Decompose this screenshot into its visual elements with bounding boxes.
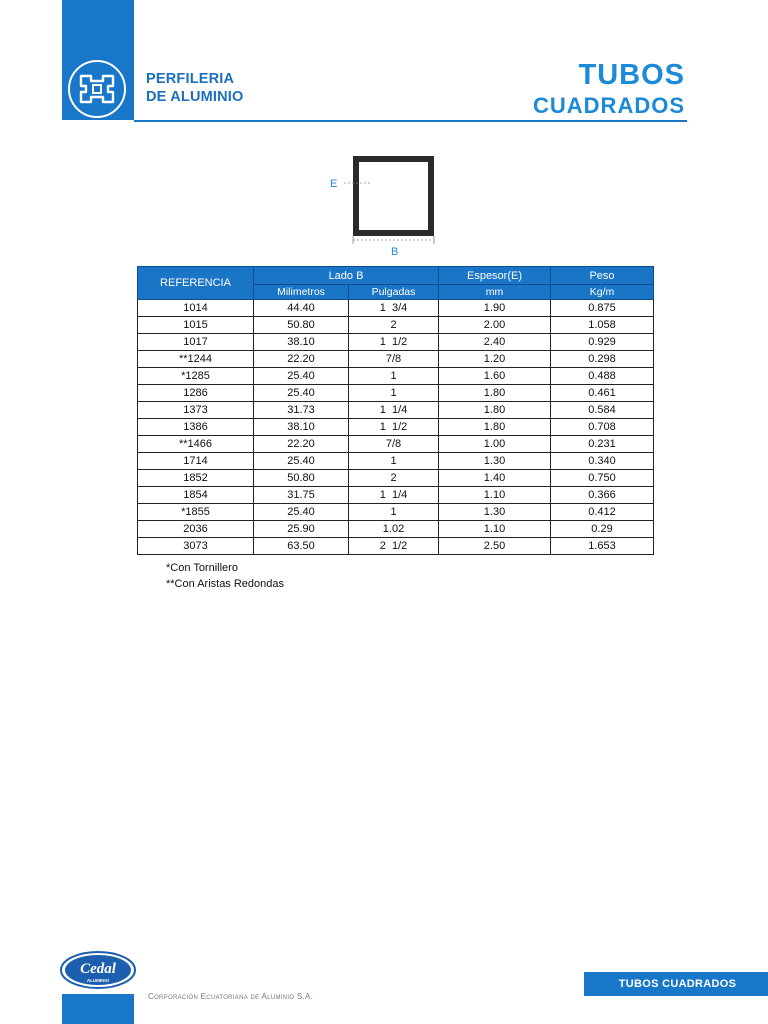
cell-pulgadas: 1 3/4 — [349, 300, 439, 317]
cell-referencia: 2036 — [138, 521, 254, 538]
cell-referencia: **1244 — [138, 351, 254, 368]
cell-peso: 0.29 — [551, 521, 654, 538]
cell-referencia: 1014 — [138, 300, 254, 317]
profile-logo-icon — [68, 60, 126, 118]
table-row — [138, 402, 654, 419]
cell-espesor: 2.40 — [439, 334, 551, 351]
note-aristas: **Con Aristas Redondas — [166, 578, 285, 590]
cell-referencia: 1714 — [138, 453, 254, 470]
cell-espesor: 2.50 — [439, 538, 551, 555]
col-referencia: REFERENCIA — [138, 267, 254, 300]
cell-espesor: 1.80 — [439, 402, 551, 419]
cell-pulgadas: 7/8 — [349, 351, 439, 368]
cell-milimetros: 38.10 — [254, 419, 349, 436]
table-row — [138, 317, 654, 334]
table-row — [138, 436, 654, 453]
cell-milimetros: 22.20 — [254, 436, 349, 453]
cell-espesor: 1.60 — [439, 368, 551, 385]
cell-milimetros: 25.40 — [254, 368, 349, 385]
cell-espesor: 1.30 — [439, 504, 551, 521]
cell-pulgadas: 1 1/4 — [349, 487, 439, 504]
cell-espesor: 1.40 — [439, 470, 551, 487]
cell-milimetros: 50.80 — [254, 470, 349, 487]
table-row — [138, 538, 654, 555]
cell-milimetros: 25.90 — [254, 521, 349, 538]
cell-referencia: 1854 — [138, 487, 254, 504]
cell-espesor: 1.10 — [439, 521, 551, 538]
cell-referencia: *1285 — [138, 368, 254, 385]
cedal-logo-text: Cedal — [80, 961, 116, 977]
page-title: TUBOS — [578, 59, 685, 91]
cell-milimetros: 50.80 — [254, 317, 349, 334]
cell-peso: 0.298 — [551, 351, 654, 368]
cell-referencia: 1017 — [138, 334, 254, 351]
cell-milimetros: 63.50 — [254, 538, 349, 555]
cell-peso: 0.929 — [551, 334, 654, 351]
cell-pulgadas: 2 — [349, 470, 439, 487]
cell-peso: 0.412 — [551, 504, 654, 521]
square-tube-diagram — [322, 150, 452, 260]
cedal-logo-sub: ALUMINIO — [86, 978, 110, 983]
table-row — [138, 521, 654, 538]
cell-milimetros: 31.73 — [254, 402, 349, 419]
cell-peso: 0.875 — [551, 300, 654, 317]
cell-referencia: 1386 — [138, 419, 254, 436]
cell-referencia: *1855 — [138, 504, 254, 521]
cell-pulgadas: 1 1/2 — [349, 419, 439, 436]
cell-peso: 0.488 — [551, 368, 654, 385]
col-espesor: Espesor(E) — [439, 267, 551, 285]
header-divider — [134, 120, 687, 122]
table-row — [138, 487, 654, 504]
note-tornillero: *Con Tornillero — [166, 562, 238, 574]
cell-espesor: 1.00 — [439, 436, 551, 453]
brand-line-2: DE ALUMINIO — [146, 89, 244, 105]
cell-peso: 1.653 — [551, 538, 654, 555]
sub-kgm: Kg/m — [551, 285, 654, 300]
brand-title — [146, 70, 244, 106]
cell-milimetros: 38.10 — [254, 334, 349, 351]
cell-espesor: 2.00 — [439, 317, 551, 334]
corporation-name: Corporación Ecuatoriana de Aluminio S.A. — [148, 992, 314, 1001]
cell-espesor: 1.20 — [439, 351, 551, 368]
cell-referencia: 1373 — [138, 402, 254, 419]
cell-espesor: 1.10 — [439, 487, 551, 504]
specs-body — [138, 300, 654, 555]
cell-pulgadas: 1 — [349, 504, 439, 521]
cell-pulgadas: 1.02 — [349, 521, 439, 538]
cell-referencia: 3073 — [138, 538, 254, 555]
cell-pulgadas: 2 1/2 — [349, 538, 439, 555]
cell-peso: 0.750 — [551, 470, 654, 487]
label-e: E — [330, 178, 338, 190]
cell-milimetros: 25.40 — [254, 385, 349, 402]
notes — [166, 560, 284, 592]
cell-milimetros: 22.20 — [254, 351, 349, 368]
table-row — [138, 334, 654, 351]
table-row — [138, 385, 654, 402]
side-bar-bottom — [62, 994, 134, 1024]
cell-referencia: 1015 — [138, 317, 254, 334]
sub-pulgadas: Pulgadas — [349, 285, 439, 300]
cell-espesor: 1.90 — [439, 300, 551, 317]
cell-referencia: 1852 — [138, 470, 254, 487]
cell-pulgadas: 2 — [349, 317, 439, 334]
sub-mm: mm — [439, 285, 551, 300]
cell-pulgadas: 1 1/2 — [349, 334, 439, 351]
col-peso: Peso — [551, 267, 654, 285]
cell-espesor: 1.30 — [439, 453, 551, 470]
cell-milimetros: 31.75 — [254, 487, 349, 504]
cell-peso: 0.340 — [551, 453, 654, 470]
cell-pulgadas: 1 — [349, 385, 439, 402]
table-row — [138, 453, 654, 470]
cell-referencia: 1286 — [138, 385, 254, 402]
cell-referencia: **1466 — [138, 436, 254, 453]
page-subtitle: CUADRADOS — [533, 93, 685, 118]
table-row — [138, 368, 654, 385]
specs-table — [137, 266, 654, 555]
cell-milimetros: 25.40 — [254, 504, 349, 521]
cell-pulgadas: 1 — [349, 453, 439, 470]
label-b: B — [391, 246, 399, 258]
cell-milimetros: 44.40 — [254, 300, 349, 317]
cell-peso: 0.584 — [551, 402, 654, 419]
cell-milimetros: 25.40 — [254, 453, 349, 470]
cedal-logo — [60, 950, 138, 990]
table-row — [138, 419, 654, 436]
cell-pulgadas: 1 — [349, 368, 439, 385]
col-lado-b: Lado B — [254, 267, 439, 285]
sub-milimetros: Milimetros — [254, 285, 349, 300]
table-row — [138, 470, 654, 487]
brand-line-1: PERFILERIA — [146, 71, 235, 87]
cell-peso: 0.366 — [551, 487, 654, 504]
cell-peso: 1.058 — [551, 317, 654, 334]
cell-pulgadas: 1 1/4 — [349, 402, 439, 419]
cell-espesor: 1.80 — [439, 385, 551, 402]
cell-peso: 0.461 — [551, 385, 654, 402]
table-row — [138, 300, 654, 317]
cell-espesor: 1.80 — [439, 419, 551, 436]
cell-peso: 0.708 — [551, 419, 654, 436]
table-row — [138, 351, 654, 368]
cell-pulgadas: 7/8 — [349, 436, 439, 453]
table-row — [138, 504, 654, 521]
cell-peso: 0.231 — [551, 436, 654, 453]
footer-tag: TUBOS CUADRADOS — [584, 972, 768, 996]
